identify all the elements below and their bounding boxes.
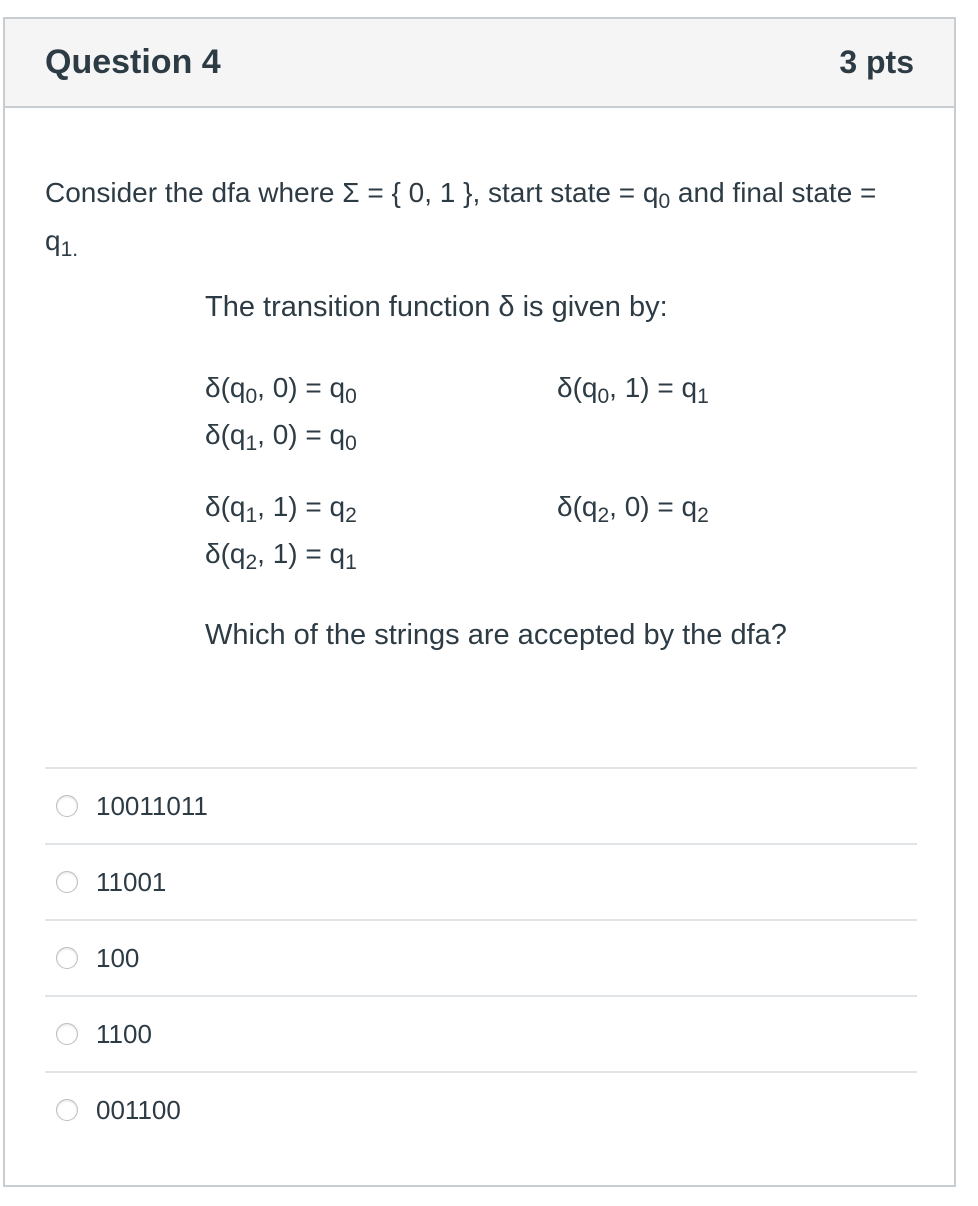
stem-sub-final: 1. [60,238,79,261]
transition-sub: 1 [345,551,357,574]
transition-sub: 2 [597,504,610,527]
radio-button[interactable] [56,871,78,893]
transition-text: δ(q [205,538,246,569]
transition-sub: 1 [245,432,258,455]
transition-text: , 1) = q [257,491,346,522]
transition-text: δ(q [205,491,246,522]
transition-sub: 1 [245,504,258,527]
transition-text: δ(q [557,372,598,403]
transition-text: , 1) = q [257,538,346,569]
transition-row [557,372,709,408]
answer-option[interactable] [45,1071,917,1147]
question-stem [45,169,894,265]
answer-option[interactable] [45,767,917,843]
transition-sub: 0 [345,432,357,455]
transition-text: δ(q [205,372,246,403]
transition-text: , 0) = q [257,419,346,450]
answer-option[interactable] [45,919,917,995]
transition-text: δ(q [205,419,246,450]
transition-sub: 0 [345,385,357,408]
transition-row [205,538,357,574]
answer-label: 1100 [96,1018,152,1049]
question-card [3,17,956,1187]
question-prompt: Which of the strings are accepted by the dfa? [205,619,787,651]
radio-button[interactable] [56,947,78,969]
transition-sub: 2 [345,504,357,527]
transition-row [205,372,357,408]
radio-button[interactable] [56,1099,78,1121]
answer-list [45,767,917,1147]
transition-text: δ(q [557,491,598,522]
transition-sub: 2 [697,504,709,527]
answer-label: 10011011 [96,790,208,821]
transition-sub: 1 [697,385,709,408]
transition-text: , 0) = q [257,372,346,403]
stem-text-b: and final state = q [45,177,877,256]
question-title: Question 4 [45,43,221,81]
transition-sub: 0 [245,385,258,408]
radio-button[interactable] [56,1023,78,1045]
radio-button[interactable] [56,795,78,817]
transition-row [205,419,357,455]
stem-text-a: Consider the dfa where Σ = { 0, 1 }, start state = q [45,177,659,208]
transition-sub: 2 [245,551,258,574]
transition-text: , 0) = q [609,491,698,522]
answer-label: 001100 [96,1094,181,1125]
answer-label: 11001 [96,866,167,897]
answer-label: 100 [96,942,140,973]
transition-row [205,491,357,527]
question-header [5,19,954,108]
answer-option[interactable] [45,995,917,1071]
question-points: 3 pts [839,44,914,80]
answer-option[interactable] [45,843,917,919]
transition-row [557,491,709,527]
transition-intro: The transition function δ is given by: [205,291,668,323]
transition-text: , 1) = q [609,372,698,403]
stem-sub-start: 0 [658,190,671,213]
transition-sub: 0 [597,385,610,408]
